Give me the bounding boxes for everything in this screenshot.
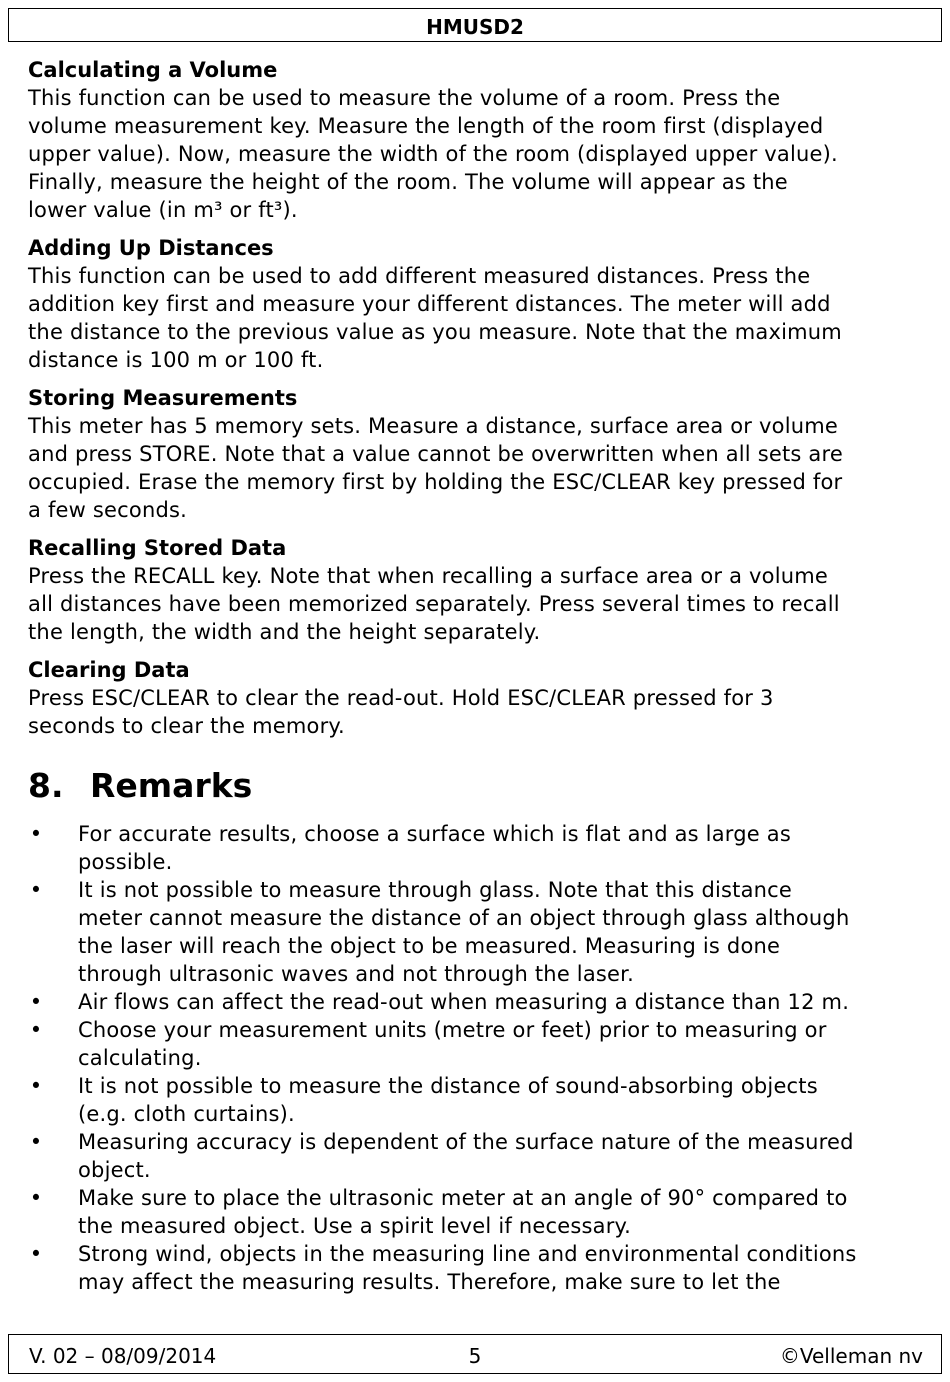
section-paragraph (28, 262, 933, 374)
footer-copyright: ©Velleman nv (779, 1344, 923, 1368)
remark-line: the measured object. Use a spirit level if necessary. (78, 1214, 632, 1238)
remark-line: through ultrasonic waves and not through the laser. (78, 962, 634, 986)
remark-line: may affect the measuring results. Therefore, make sure to let the (78, 1270, 781, 1294)
paragraph-line: occupied. Erase the memory first by holding the ESC/CLEAR key pressed for (28, 470, 843, 494)
paragraph-line: distance is 100 m or 100 ft. (28, 348, 324, 372)
remark-item (28, 876, 933, 988)
bullet-icon: • (29, 1186, 43, 1210)
paragraph-line: upper value). Now, measure the width of the room (displayed upper value). (28, 142, 838, 166)
page-header (8, 8, 942, 42)
paragraph-line: volume measurement key. Measure the length of the room first (displayed (28, 114, 824, 138)
paragraph-line: lower value (in m³ or ft³). (28, 198, 298, 222)
sections-container (28, 56, 933, 740)
section-block (28, 534, 933, 646)
paragraph-line: This function can be used to add different measured distances. Press the (28, 264, 811, 288)
remark-line: (e.g. cloth curtains). (78, 1102, 295, 1126)
remark-line: Measuring accuracy is dependent of the surface nature of the measured (78, 1130, 854, 1154)
section-title: Calculating a Volume (28, 58, 278, 82)
section-block (28, 656, 933, 740)
section-block (28, 234, 933, 374)
section-title: Clearing Data (28, 658, 190, 682)
remark-item (28, 1072, 933, 1128)
paragraph-line: the distance to the previous value as you measure. Note that the maximum (28, 320, 842, 344)
section-title: Adding Up Distances (28, 236, 274, 260)
remarks-list (28, 820, 933, 1296)
paragraph-line: Press ESC/CLEAR to clear the read-out. Hold ESC/CLEAR pressed for 3 (28, 686, 774, 710)
bullet-icon: • (29, 990, 43, 1014)
paragraph-line: Press the RECALL key. Note that when recalling a surface area or a volume (28, 564, 829, 588)
page-footer (8, 1334, 942, 1374)
remark-line: object. (78, 1158, 151, 1182)
remark-line: For accurate results, choose a surface which is flat and as large as (78, 822, 791, 846)
section-paragraph (28, 84, 933, 224)
remark-line: meter cannot measure the distance of an object through glass although (78, 906, 850, 930)
bullet-icon: • (29, 1130, 43, 1154)
page-content (28, 56, 933, 1296)
section-paragraph (28, 684, 933, 740)
bullet-icon: • (29, 822, 43, 846)
remark-item (28, 988, 933, 1016)
section-block (28, 56, 933, 224)
bullet-icon: • (29, 1242, 43, 1266)
remarks-title: Remarks (90, 766, 253, 805)
paragraph-line: and press STORE. Note that a value cannot be overwritten when all sets are (28, 442, 843, 466)
remark-item (28, 1240, 933, 1296)
remark-line: the laser will reach the object to be measured. Measuring is done (78, 934, 781, 958)
paragraph-line: seconds to clear the memory. (28, 714, 345, 738)
section-block (28, 384, 933, 524)
paragraph-line: This function can be used to measure the volume of a room. Press the (28, 86, 781, 110)
remark-line: Make sure to place the ultrasonic meter at an angle of 90° compared to (78, 1186, 848, 1210)
remark-line: Strong wind, objects in the measuring line and environmental conditions (78, 1242, 857, 1266)
paragraph-line: the length, the width and the height separately. (28, 620, 541, 644)
section-title: Storing Measurements (28, 386, 298, 410)
paragraph-line: Finally, measure the height of the room. The volume will appear as the (28, 170, 788, 194)
bullet-icon: • (29, 1018, 43, 1042)
paragraph-line: This meter has 5 memory sets. Measure a distance, surface area or volume (28, 414, 839, 438)
section-paragraph (28, 412, 933, 524)
remark-line: It is not possible to measure through glass. Note that this distance (78, 878, 793, 902)
paragraph-line: a few seconds. (28, 498, 188, 522)
remark-line: Choose your measurement units (metre or feet) prior to measuring or (78, 1018, 827, 1042)
remark-item (28, 1128, 933, 1184)
section-title: Recalling Stored Data (28, 536, 287, 560)
remark-line: calculating. (78, 1046, 202, 1070)
remarks-heading (28, 766, 933, 806)
bullet-icon: • (29, 878, 43, 902)
footer-version: V. 02 – 08/09/2014 (29, 1344, 217, 1368)
remark-item (28, 1184, 933, 1240)
remark-line: It is not possible to measure the distance of sound-absorbing objects (78, 1074, 818, 1098)
header-title: HMUSD2 (426, 15, 524, 39)
remark-item (28, 820, 933, 876)
footer-page-number: 5 (468, 1344, 482, 1368)
bullet-icon: • (29, 1074, 43, 1098)
remark-line: Air flows can affect the read-out when measuring a distance than 12 m. (78, 990, 850, 1014)
paragraph-line: all distances have been memorized separately. Press several times to recall (28, 592, 840, 616)
remark-line: possible. (78, 850, 173, 874)
section-paragraph (28, 562, 933, 646)
paragraph-line: addition key first and measure your different distances. The meter will add (28, 292, 831, 316)
remarks-number: 8. (28, 766, 64, 805)
remark-item (28, 1016, 933, 1072)
